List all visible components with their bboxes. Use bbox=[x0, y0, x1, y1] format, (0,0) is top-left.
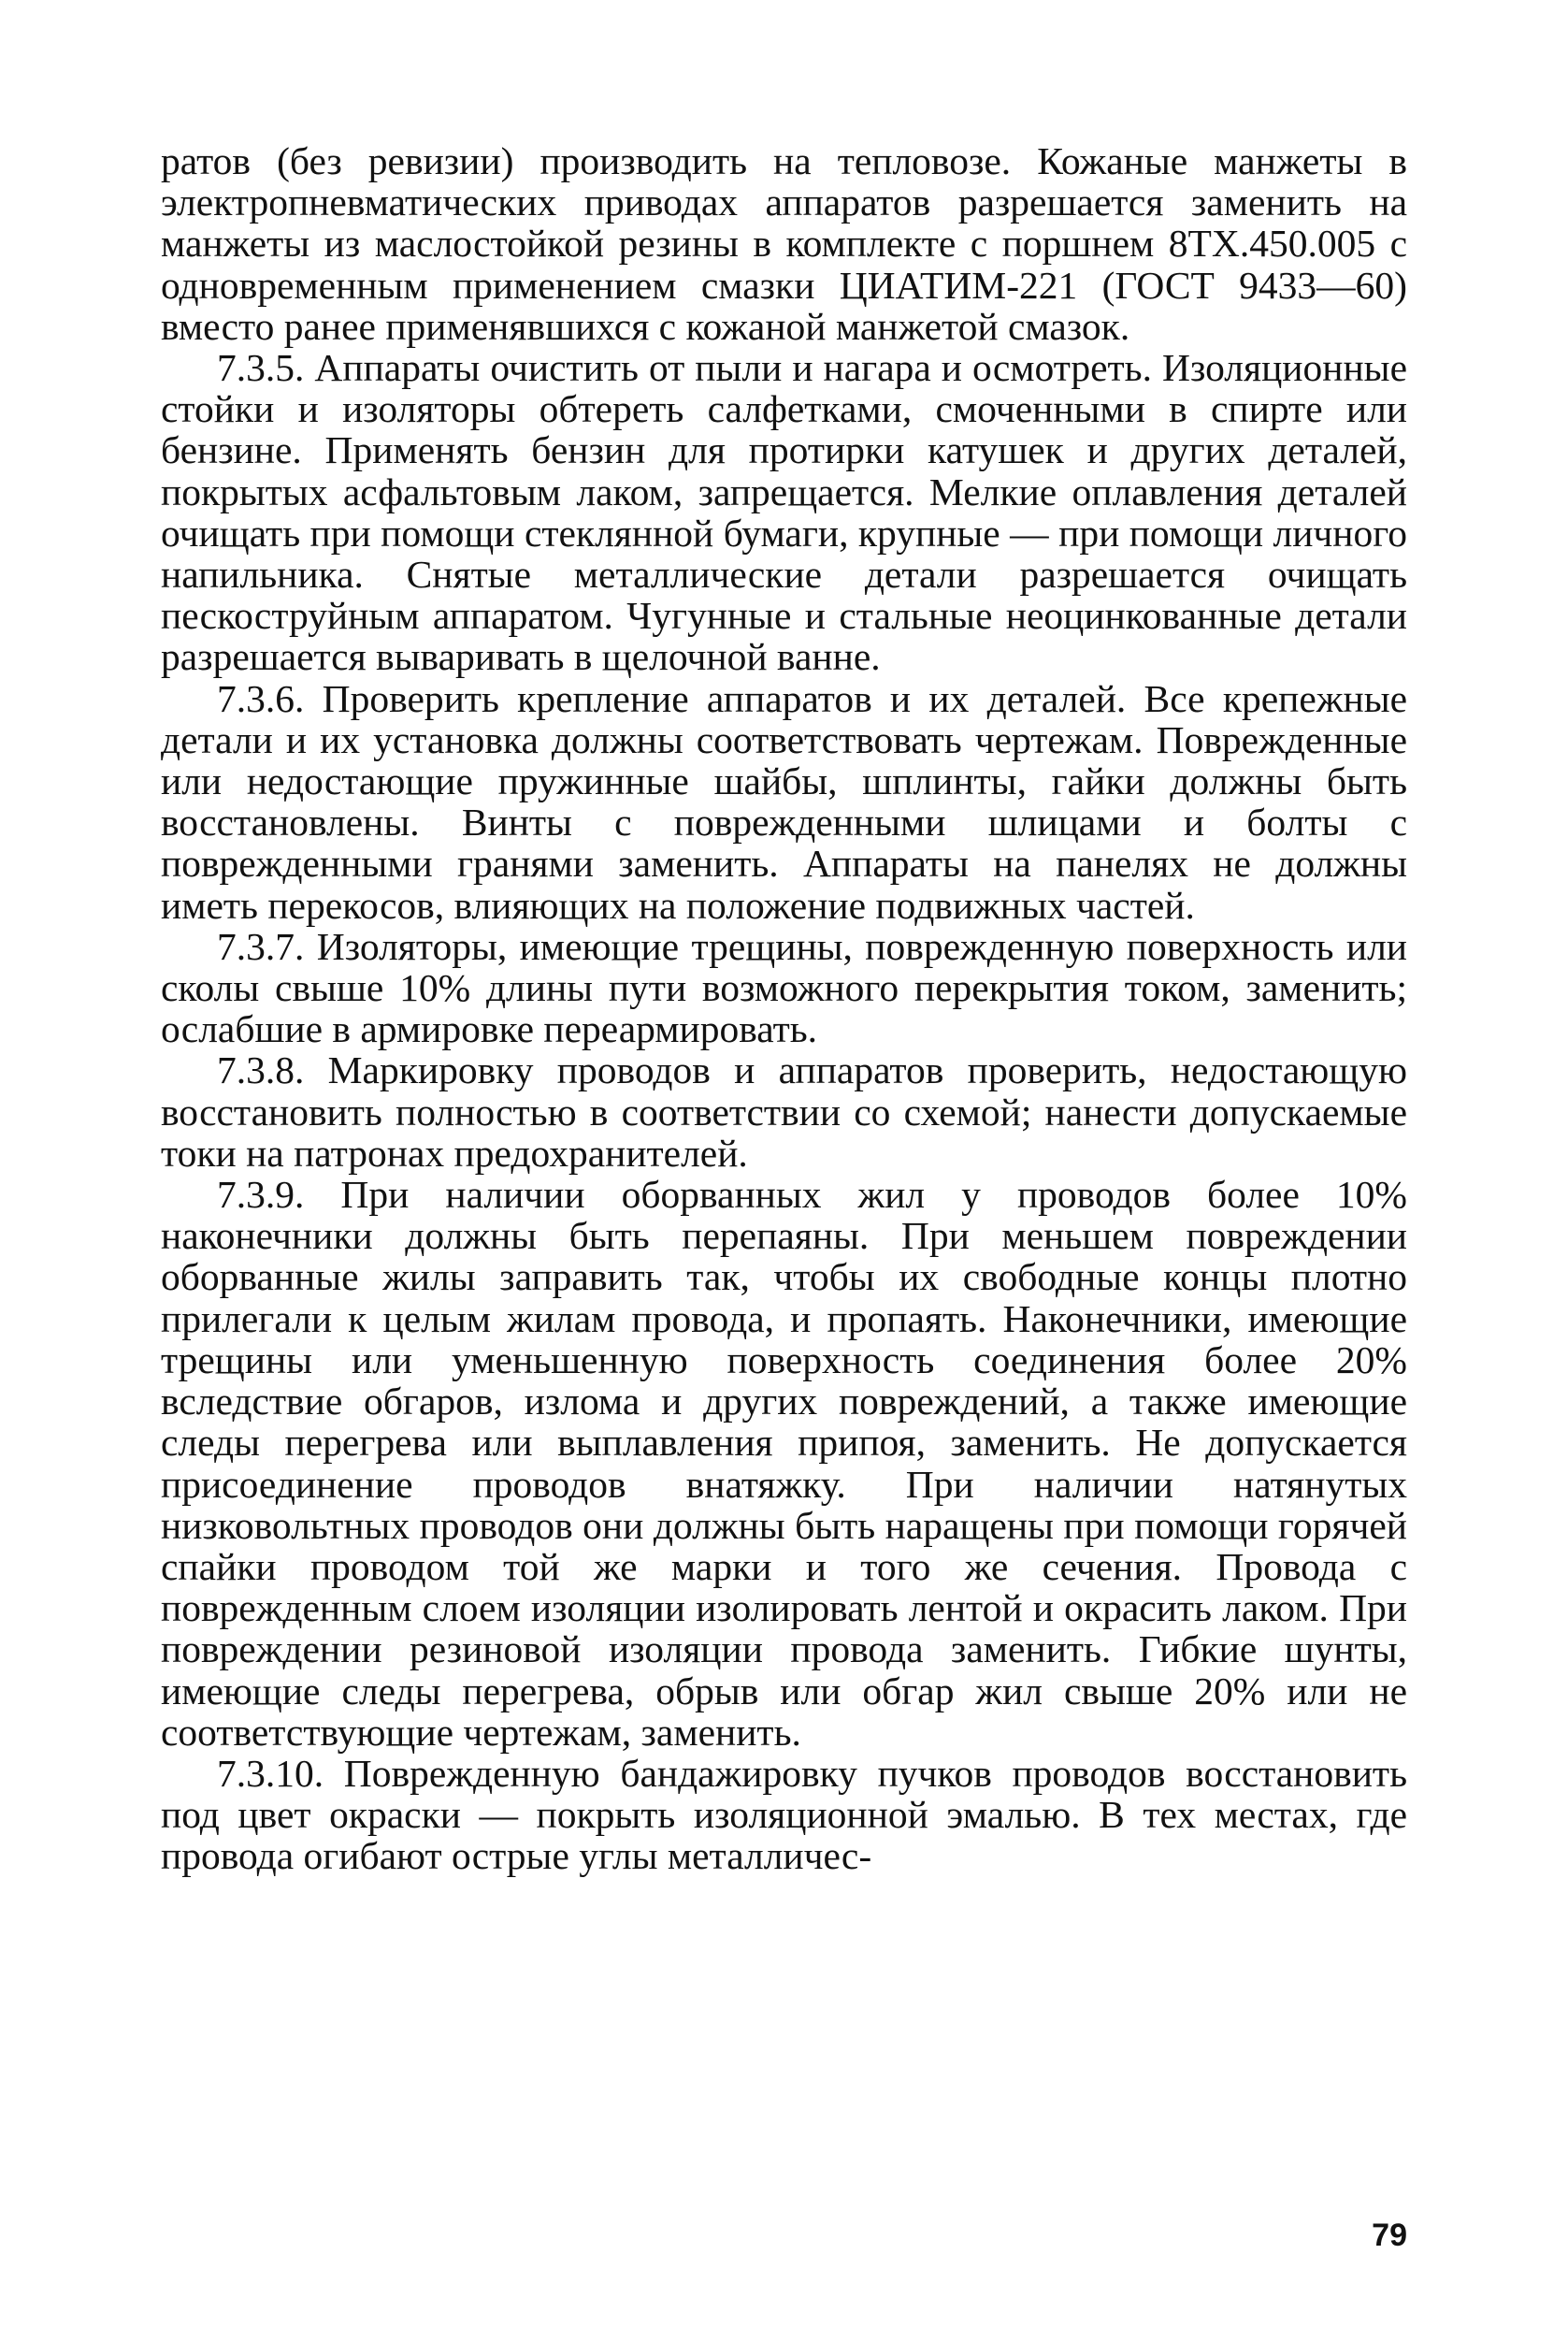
paragraph-7-3-5: 7.3.5. Аппараты очистить от пыли и нагара и осмотреть. Изоляционные стойки и изоляторы обтереть салфетками, смоченными в спирте или бензине. Применять бензин для протирки катушек и других деталей, покрытых асфальтовым лаком, запрещается. Мелкие оплавления деталей очищать при помощи стеклянной бумаги, крупные — при помощи личного напильника. Снятые металлические детали разрешается очищать пескоструйным аппаратом. Чугунные и стальные неоцинкованные детали разрешается вываривать в щелочной ванне. bbox=[161, 346, 1407, 679]
paragraph-7-3-6: 7.3.6. Проверить крепление аппаратов и их деталей. Все крепежные детали и их установка должны соответствовать чертежам. Поврежденные или недостающие пружинные шайбы, шплинты, гайки должны быть восстановлены. Винты с поврежденными шлицами и болты с поврежденными гранями заменить. Аппараты на панелях не должны иметь перекосов, влияющих на положение подвижных частей. bbox=[161, 676, 1407, 927]
body-text bbox=[161, 140, 1407, 1877]
paragraph-7-3-10: 7.3.10. Поврежденную бандажировку пучков проводов восстановить под цвет окраски — покрыть изоляционной эмалью. В тех местах, где провода огибают острые углы металличес- bbox=[161, 1751, 1407, 1878]
paragraph-7-3-7: 7.3.7. Изоляторы, имеющие трещины, поврежденную поверхность или сколы свыше 10% длины пути возможного перекрытия током, заменить; ослабшие в армировке переармировать. bbox=[161, 924, 1407, 1051]
paragraph-continuation: ратов (без ревизии) производить на тепловозе. Кожаные манжеты в электропневматических приводах аппаратов разрешается заменить на манжеты из маслостойкой резины в комплекте с поршнем 8ТХ.450.005 с одновременным применением смазки ЦИАТИМ-221 (ГОСТ 9433—60) вместо ранее применявшихся с кожаной манжетой смазок. bbox=[161, 139, 1407, 348]
paragraph-7-3-8: 7.3.8. Маркировку проводов и аппаратов проверить, недостающую восстановить полностью в соответствии со схемой; нанести допускаемые токи на патронах предохранителей. bbox=[161, 1048, 1407, 1175]
paragraph-7-3-9: 7.3.9. При наличии оборванных жил у проводов более 10% наконечники должны быть перепаяны. При меньшем повреждении оборванные жилы заправить так, чтобы их свободные концы плотно прилегали к целым жилам провода, и пропаять. Наконечники, имеющие трещины или уменьшенную поверхность соединения более 20% вследствие обгаров, излома и других повреждений, а также имеющие следы перегрева или выплавления припоя, заменить. Не допускается присоединение проводов внатяжку. При наличии натянутых низковольтных проводов они должны быть наращены при помощи горячей спайки проводом той же марки и того же сечения. Провода с поврежденным слоем изоляции изолировать лентой и окрасить лаком. При повреждении резиновой изоляции провода заменить. Гибкие шунты, имеющие следы перегрева, обрыв или обгар жил свыше 20% или не соответствующие чертежам, заменить. bbox=[161, 1173, 1407, 1754]
page-number: 79 bbox=[1372, 2218, 1407, 2253]
